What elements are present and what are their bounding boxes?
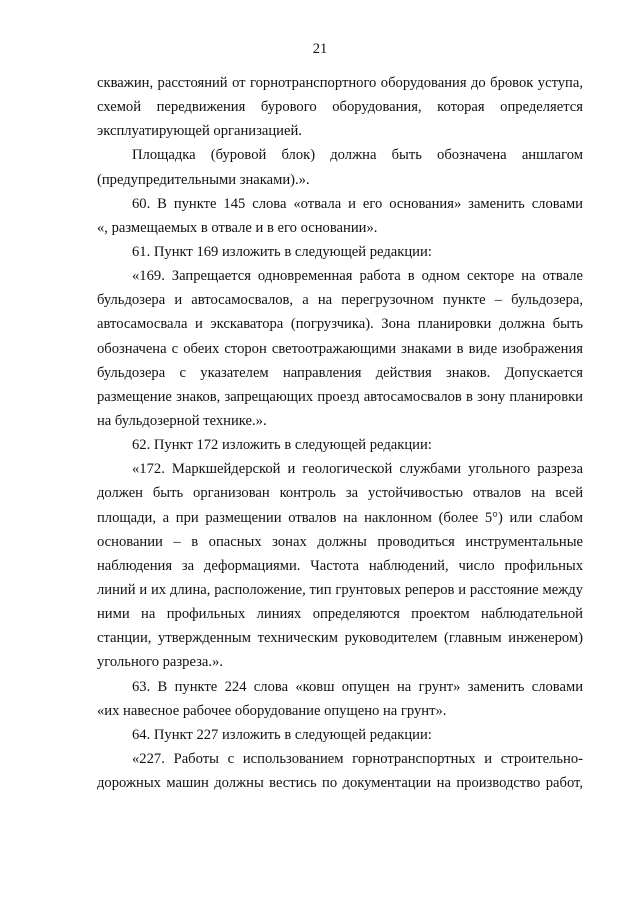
text-line: «169. Запрещается одновременная работа в одном секторе на отвале [132, 268, 583, 285]
text-line: угольного разреза.». [97, 654, 223, 671]
paragraph [97, 143, 583, 191]
paragraph [97, 675, 583, 723]
text-line: ними на профильных линиях определяются проектом наблюдательной [97, 606, 583, 623]
paragraph [97, 264, 583, 433]
text-line: дорожных машин должны вестись по документации на производство работ, [97, 775, 583, 792]
text-line: размещение знаков, запрещающих проезд автосамосвалов в зону планировки [97, 388, 583, 405]
text-line: обозначена с обеих сторон светоотражающими знаками в виде изображения [97, 340, 583, 357]
text-line: должен быть организован контроль за устойчивостью отвалов на всей [97, 485, 583, 502]
text-line: Площадка (буровой блок) должна быть обозначена аншлагом [132, 147, 583, 164]
text-line: 62. Пункт 172 изложить в следующей редакции: [132, 437, 432, 454]
text-line: 64. Пункт 227 изложить в следующей редакции: [132, 726, 432, 743]
text-line: основании – в опасных зонах должны проводиться инструментальные [97, 533, 583, 550]
paragraph [97, 723, 583, 747]
page-number: 21 [312, 41, 328, 57]
paragraph [97, 192, 583, 240]
text-line: скважин, расстояний от горнотранспортного оборудования до бровок уступа, [97, 75, 583, 91]
text-line: (предупредительными знаками).». [97, 171, 310, 188]
text-line: «, размещаемых в отвале и в его основании». [97, 219, 378, 236]
text-line: на бульдозерной технике.». [97, 412, 267, 429]
text-line: площади, а при размещении отвалов на наклонном (более 5°) или слабом [97, 509, 583, 526]
text-line: автосамосвала и экскаватора (погрузчика). Зона планировки должна быть [97, 316, 583, 333]
text-line: «227. Работы с использованием горнотранспортных и строительно- [132, 750, 583, 767]
paragraph [97, 240, 583, 264]
text-line: 61. Пункт 169 изложить в следующей редакции: [132, 243, 432, 260]
text-line: 63. В пункте 224 слова «ковш опущен на грунт» заменить словами [132, 678, 583, 695]
paragraph [97, 747, 583, 795]
text-line: «172. Маркшейдерской и геологической службами угольного разреза [132, 461, 583, 478]
paragraph [97, 457, 583, 674]
document-body [97, 71, 583, 795]
text-line: наблюдения за деформациями. Частота наблюдений, число профильных [97, 557, 583, 574]
text-line: бульдозера и автосамосвалов, а на перегрузочном пункте – бульдозера, [97, 292, 583, 309]
text-line: линий и их длина, расположение, тип грунтовых реперов и расстояние между [97, 581, 583, 598]
paragraph [97, 433, 583, 457]
text-line: 60. В пункте 145 слова «отвала и его основания» заменить словами [132, 195, 583, 212]
text-line: эксплуатирующей организацией. [97, 123, 302, 140]
text-line: схемой передвижения бурового оборудования, которая определяется [97, 99, 583, 116]
text-line: бульдозера с указателем направления действия знаков. Допускается [97, 364, 583, 381]
text-line: «их навесное рабочее оборудование опущено на грунт». [97, 702, 447, 719]
paragraph [97, 71, 583, 143]
text-line: станции, утвержденным техническим руководителем (главным инженером) [97, 630, 583, 647]
